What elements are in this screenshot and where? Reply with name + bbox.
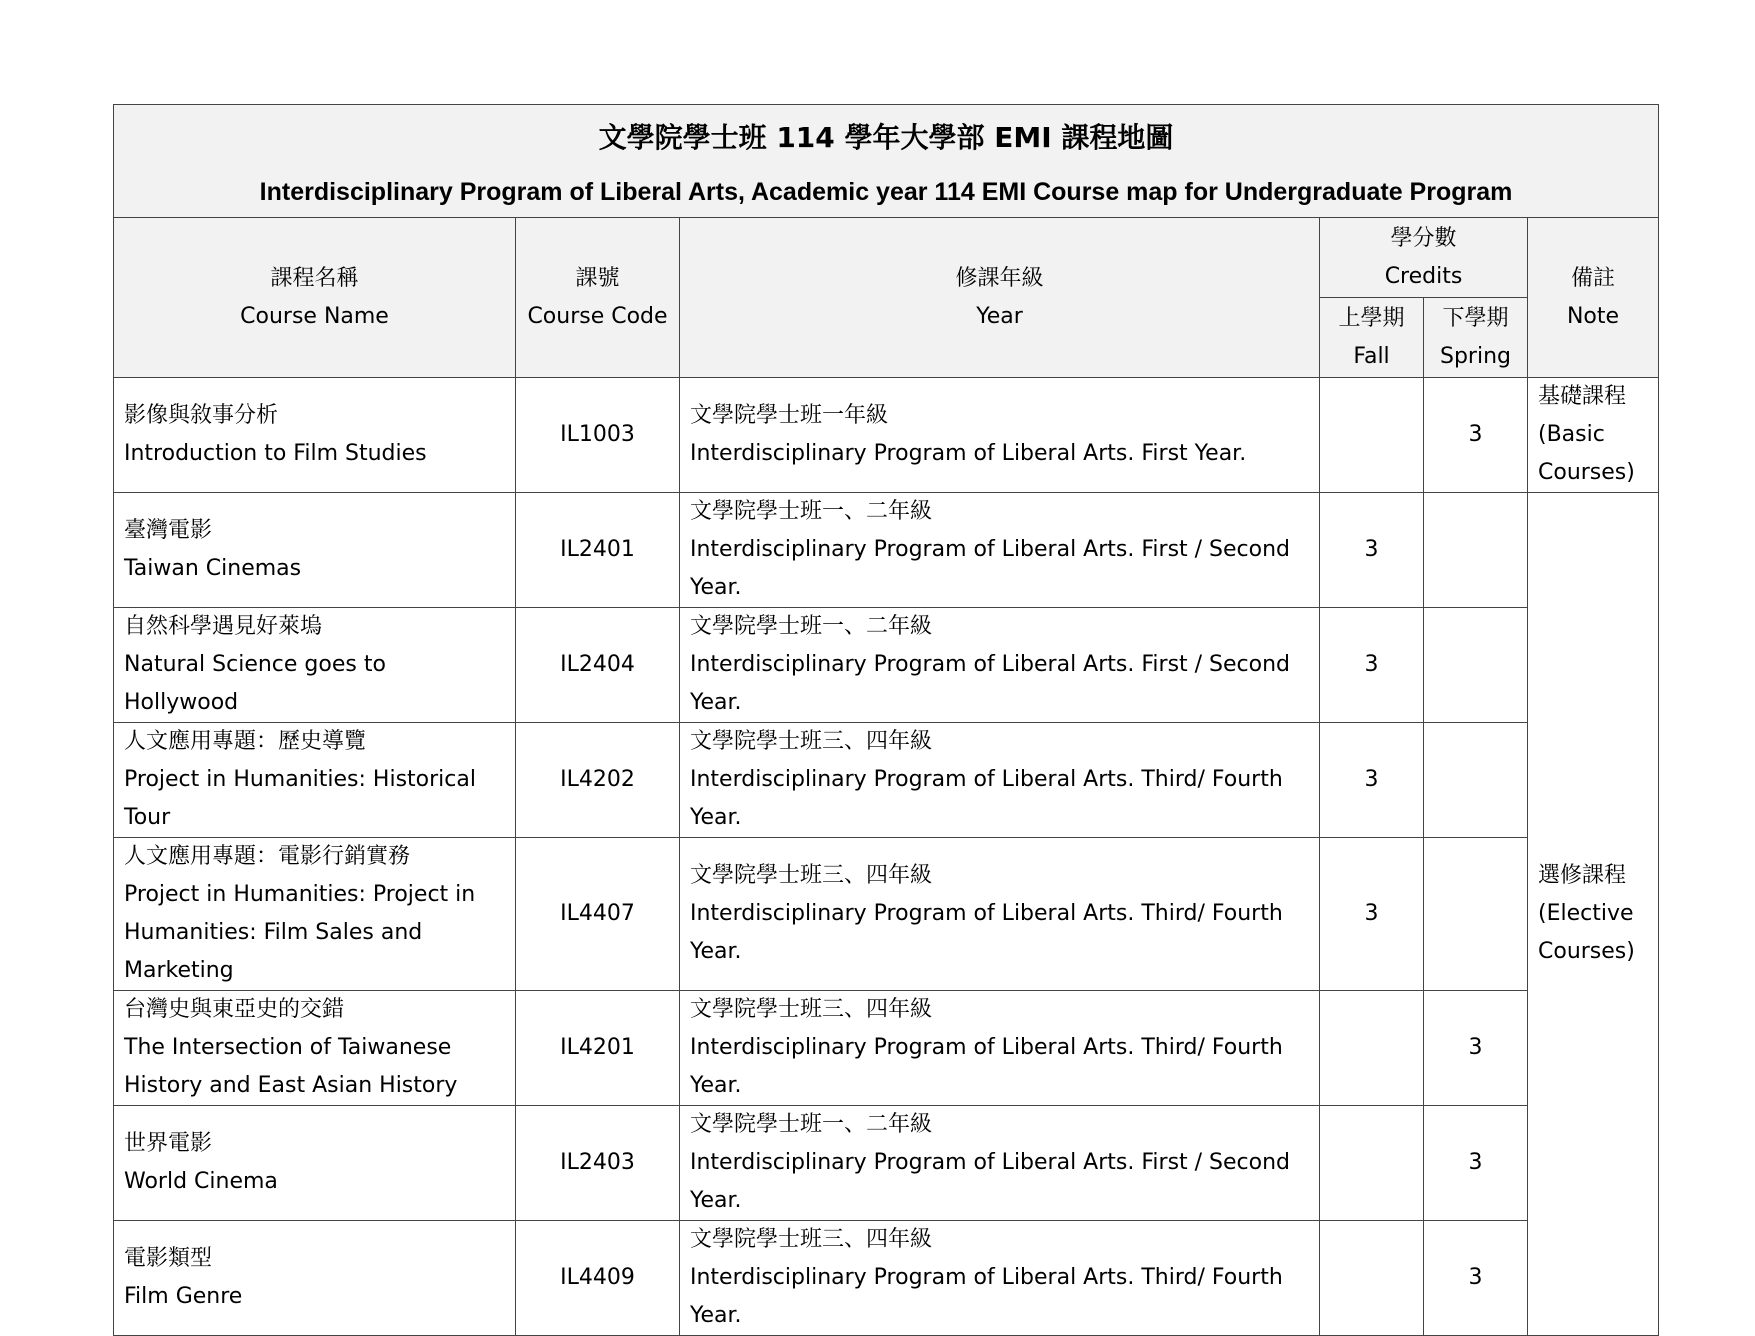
- course-code: IL4201: [516, 991, 680, 1106]
- course-name-zh: 影像與敘事分析: [124, 403, 279, 428]
- header-credits-en: Credits: [1384, 263, 1463, 289]
- course-name-cell: [114, 1106, 516, 1221]
- credits-fall: [1320, 991, 1424, 1106]
- header-credits-zh: 學分數: [1390, 225, 1457, 251]
- course-name-zh: 台灣史與東亞史的交錯: [124, 997, 345, 1022]
- year-cell: [680, 838, 1320, 991]
- credits-spring: 3: [1424, 378, 1528, 493]
- year-en: Interdisciplinary Program of Liberal Arts. Third/ Fourth Year.: [690, 1035, 1283, 1098]
- year-zh: 文學院學士班一年級: [690, 403, 889, 428]
- course-name-zh: 人文應用專題：電影行銷實務: [124, 844, 411, 869]
- course-name-en: The Intersection of Taiwanese: [124, 1035, 452, 1060]
- course-name-en: World Cinema: [124, 1169, 278, 1194]
- year-cell: [680, 991, 1320, 1106]
- note-elective: [1528, 493, 1659, 1336]
- course-name-zh: 電影類型: [124, 1246, 213, 1271]
- course-name-cell: [114, 608, 516, 723]
- year-en: Interdisciplinary Program of Liberal Arts. First / Second Year.: [690, 1150, 1291, 1213]
- table-row: [114, 1106, 1659, 1221]
- year-en: Interdisciplinary Program of Liberal Arts. Third/ Fourth Year.: [690, 901, 1283, 964]
- year-en: Interdisciplinary Program of Liberal Arts. First / Second Year.: [690, 652, 1291, 715]
- year-cell: [680, 608, 1320, 723]
- course-name-en: Humanities: Film Sales and: [124, 920, 423, 945]
- header-year-en: Year: [976, 303, 1023, 329]
- note-elective-en-1: (Elective: [1538, 901, 1634, 926]
- header-spring: [1424, 298, 1528, 378]
- credits-fall: 3: [1320, 838, 1424, 991]
- course-name-cell: [114, 723, 516, 838]
- table-row: [114, 991, 1659, 1106]
- course-code: IL4407: [516, 838, 680, 991]
- header-note-zh: 備註: [1571, 265, 1616, 291]
- year-zh: 文學院學士班一、二年級: [690, 614, 933, 639]
- course-code: IL2401: [516, 493, 680, 608]
- header-spring-en: Spring: [1440, 343, 1511, 369]
- table-row: [114, 838, 1659, 991]
- course-name-zh: 人文應用專題：歷史導覽: [124, 729, 367, 754]
- course-name-zh: 世界電影: [124, 1131, 213, 1156]
- title-zh: 文學院學士班 114 學年大學部 EMI 課程地圖: [598, 121, 1174, 154]
- credits-spring: 3: [1424, 1106, 1528, 1221]
- course-map-table: [113, 104, 1659, 1336]
- header-note-en: Note: [1566, 303, 1620, 329]
- table-row: [114, 378, 1659, 493]
- credits-fall: 3: [1320, 493, 1424, 608]
- year-zh: 文學院學士班三、四年級: [690, 863, 933, 888]
- year-zh: 文學院學士班三、四年級: [690, 729, 933, 754]
- table-row: [114, 493, 1659, 608]
- year-en: Interdisciplinary Program of Liberal Arts. Third/ Fourth Year.: [690, 1265, 1283, 1328]
- year-en: Interdisciplinary Program of Liberal Arts. First Year.: [690, 441, 1247, 466]
- credits-spring: [1424, 608, 1528, 723]
- credits-fall: [1320, 1221, 1424, 1336]
- header-year-zh: 修課年級: [955, 265, 1044, 291]
- course-name-en: Introduction to Film Studies: [124, 441, 427, 466]
- header-course-name-en: Course Name: [240, 303, 389, 329]
- course-name-en: Marketing: [124, 958, 234, 983]
- course-name-en: Project in Humanities: Project in: [124, 882, 476, 907]
- note-basic-zh: 基礎課程: [1538, 384, 1627, 409]
- course-name-en: Project in Humanities: Historical Tour: [124, 767, 476, 830]
- credits-spring: 3: [1424, 991, 1528, 1106]
- title-en: Interdisciplinary Program of Liberal Arts, Academic year 114 EMI Course map for Undergraduate Program: [259, 178, 1513, 206]
- credits-spring: [1424, 838, 1528, 991]
- year-cell: [680, 1221, 1320, 1336]
- course-code: IL2403: [516, 1106, 680, 1221]
- header-note: [1528, 218, 1659, 378]
- year-cell: [680, 1106, 1320, 1221]
- table-row: [114, 1221, 1659, 1336]
- header-spring-zh: 下學期: [1442, 305, 1509, 331]
- course-name-en: Film Genre: [124, 1284, 243, 1309]
- year-en: Interdisciplinary Program of Liberal Arts. Third/ Fourth Year.: [690, 767, 1283, 830]
- credits-spring: [1424, 493, 1528, 608]
- credits-spring: 3: [1424, 1221, 1528, 1336]
- note-basic-en-2: Courses): [1538, 460, 1635, 485]
- year-cell: [680, 378, 1320, 493]
- note-elective-zh: 選修課程: [1538, 863, 1627, 888]
- header-year: [680, 218, 1320, 378]
- header-credits: [1320, 218, 1528, 298]
- header-course-code: [516, 218, 680, 378]
- header-fall-zh: 上學期: [1338, 305, 1405, 331]
- credits-fall: [1320, 1106, 1424, 1221]
- course-name-en: History and East Asian History: [124, 1073, 458, 1098]
- year-zh: 文學院學士班三、四年級: [690, 1227, 933, 1252]
- table-row: [114, 723, 1659, 838]
- year-zh: 文學院學士班一、二年級: [690, 1112, 933, 1137]
- credits-spring: [1424, 723, 1528, 838]
- credits-fall: [1320, 378, 1424, 493]
- note-basic: [1528, 378, 1659, 493]
- header-course-name-zh: 課程名稱: [270, 265, 359, 291]
- header-fall-en: Fall: [1353, 343, 1390, 369]
- course-name-cell: [114, 838, 516, 991]
- header-course-code-en: Course Code: [527, 303, 668, 329]
- header-course-name: [114, 218, 516, 378]
- course-code: IL1003: [516, 378, 680, 493]
- credits-fall: 3: [1320, 608, 1424, 723]
- course-code: IL4409: [516, 1221, 680, 1336]
- course-code: IL2404: [516, 608, 680, 723]
- course-name-cell: [114, 1221, 516, 1336]
- year-en: Interdisciplinary Program of Liberal Arts. First / Second Year.: [690, 537, 1291, 600]
- credits-fall: 3: [1320, 723, 1424, 838]
- course-name-cell: [114, 378, 516, 493]
- year-cell: [680, 723, 1320, 838]
- year-cell: [680, 493, 1320, 608]
- year-zh: 文學院學士班一、二年級: [690, 499, 933, 524]
- course-name-zh: 自然科學遇見好萊塢: [124, 614, 323, 639]
- course-name-zh: 臺灣電影: [124, 518, 213, 543]
- course-code: IL4202: [516, 723, 680, 838]
- course-name-en: Taiwan Cinemas: [124, 556, 302, 581]
- course-name-en: Natural Science goes to Hollywood: [124, 652, 386, 715]
- note-elective-en-2: Courses): [1538, 939, 1635, 964]
- header-fall: [1320, 298, 1424, 378]
- course-name-cell: [114, 991, 516, 1106]
- year-zh: 文學院學士班三、四年級: [690, 997, 933, 1022]
- table-title: [114, 105, 1659, 218]
- header-course-code-zh: 課號: [575, 265, 620, 291]
- table-row: [114, 608, 1659, 723]
- note-basic-en-1: (Basic: [1538, 422, 1605, 447]
- course-name-cell: [114, 493, 516, 608]
